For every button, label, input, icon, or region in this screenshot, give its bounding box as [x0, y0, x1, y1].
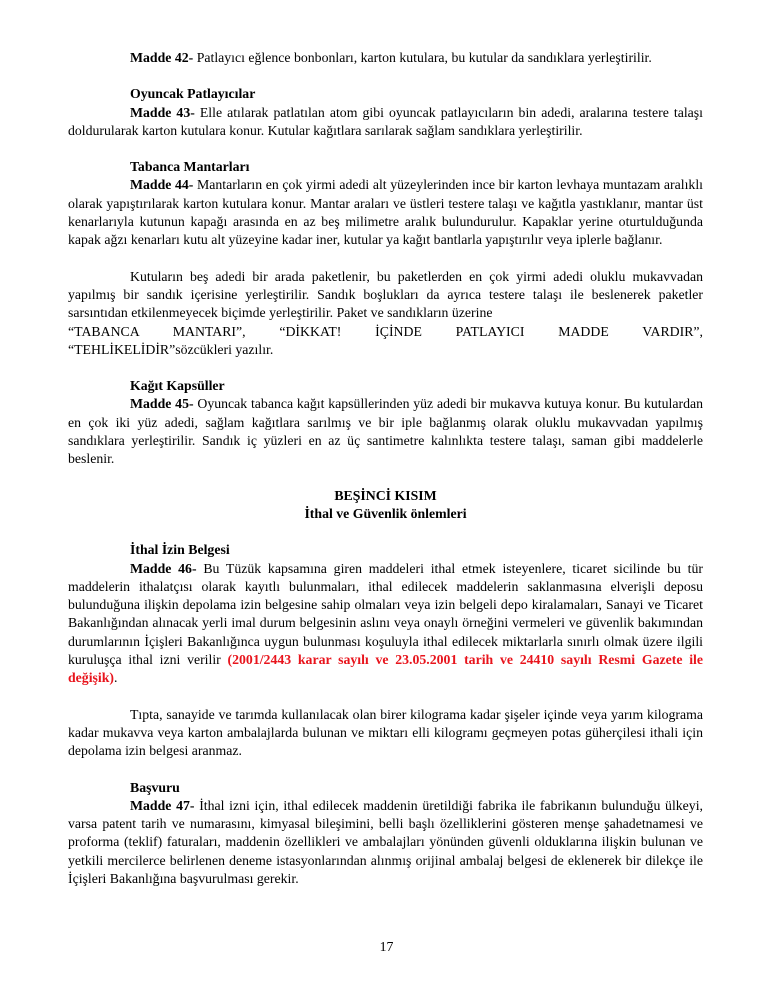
kutular-paragraph — [68, 268, 703, 323]
madde-46-text: Bu Tüzük kapsamına giren maddeleri ithal etmek isteyenlere, ticaret sicilinde bu tür maddelerin ithalatçısı olarak kayıtlı bulunmaları, ithal edilecek maddelerin saklanmasına elverişli deposu bulunduğuna ilişkin depolama izin belgesine sahip olmaları veya izin belgeli depo kiralamaları, Sanayi ve Ticaret Bakanlığından alınacak yerli imal durum belgesinin aslını veya onaylı örneğini vermeleri ve güvenlik bakımından durumlarının İçişleri Bakanlığınca uygun bulunması koşuluyla ithal edilecek miktarlarla sınırlı olmak üzere ilgili kuruluşça ithal izni verilir — [68, 560, 704, 668]
heading-basvuru: Başvuru — [130, 779, 180, 795]
madde-46-tail: . — [114, 670, 118, 686]
heading-kagit-kapsuller: Kağıt Kapsüller — [130, 378, 225, 394]
page-number: 17 — [379, 939, 394, 954]
section-title: BEŞİNCİ KISIM — [334, 487, 437, 503]
madde-43-text: Elle atılarak patlatılan atom gibi oyuncak patlayıcıların bin adedi, aralarına testere talaşı doldurularak karton kutulara konur. Kutular kağıtlara sarılarak sağlam sandıklara yerleştirilir. — [68, 104, 703, 138]
amendment-note: (2001/2443 karar sayılı ve 23.05.2001 tarih ve 24410 sayılı Resmi Gazete ile değişik) — [68, 652, 703, 686]
madde-42-label: Madde 42- — [130, 50, 194, 65]
madde-45-label: Madde 45- — [130, 396, 194, 412]
madde-44-label: Madde 44- — [130, 177, 194, 193]
heading-oyuncak-patlayicilar: Oyuncak Patlayıcılar — [130, 86, 256, 102]
madde-47-text: İthal izni için, ithal edilecek maddenin üretildiği fabrika ile fabrikanın bulunduğu ülkeyi, varsa patent tarih ve numarasını, kimyasal bileşimini, belli başlı özelliklerini gösteren menşe şahadetnamesi ve proforma (teklif) faturaları, maddenin özellikleri ve ambalajları yönünden güvenli olduklarına ilişkin bulunan ve yetkili mercilerce belirlenen deneme istasyonlarından alınmış orijinal ambalaj belgesi de eklenerek bir dilekçe ile İçişleri Bakanlığına başvurulması gerekir. — [68, 797, 703, 886]
madde-46-label: Madde 46- — [130, 560, 197, 576]
kutular-quote-line: “TABANCA MANTARI”, “DİKKAT! İÇİNDE PATLAYICI MADDE VARDIR”, — [68, 323, 703, 339]
madde-47-label: Madde 47- — [130, 797, 195, 813]
section-subtitle: İthal ve Güvenlik önlemleri — [304, 505, 467, 521]
madde-45-text: Oyuncak tabanca kağıt kapsüllerinden yüz adedi bir mukavva kutuya konur. Bu kutulardan en çok iki yüz adedi, sağlam kağıtlara sarılmış ve bir iple bağlanmış olarak oluklu mukavvadan yapılmış sandıklara yerleştirilir. Sandık iç yüzleri en az üç santimetre kalınlıkta testere talaşı, saman gibi maddelerle beslenir. — [68, 396, 703, 467]
madde-44-text: Mantarların en çok yirmi adedi alt yüzeylerinden ince bir karton levhaya muntazam aralıklı olarak yapıştırılarak karton kutulara konur. Mantar araları ve üstleri testere talaşı ve kağıtla yastıklanır, mantar üst kenarlarıyla kutunun kapağı arasında en az beş milimetre aralık bulundurulur. Kapaklar yerine oturtulduğunda kapak ağzı kenarları kutu alt yüzeyine kadar iner, kutular ya kağıt bantlarla yapıştırılır veya iplerle bağlanır. — [68, 177, 704, 248]
document-body — [68, 49, 703, 888]
madde-45-paragraph — [68, 395, 703, 468]
madde-42-paragraph — [68, 49, 703, 67]
heading-tabanca-mantarlari: Tabanca Mantarları — [130, 159, 250, 175]
madde-42-text: Patlayıcı eğlence bonbonları, karton kutulara, bu kutular da sandıklara yerleştirilir. — [196, 50, 652, 65]
heading-ithal-izin-belgesi: İthal İzin Belgesi — [130, 542, 230, 558]
kutular-end-line: “TEHLİKELİDİR”sözcükleri yazılır. — [68, 341, 274, 357]
tipta-paragraph: Tıpta, sanayide ve tarımda kullanılacak olan birer kilograma kadar şişeler içinde veya yarım kilograma kadar mukavva veya karton ambalajlarda bulunan ve miktarı elli kilogramı geçmeyen potas güherçilesi ithali için depolama izin belgesi aranmaz. — [68, 706, 703, 759]
madde-46-paragraph — [68, 560, 703, 688]
madde-44-paragraph — [68, 176, 703, 249]
kutular-text: Kutuların beş adedi bir arada paketlenir, bu paketlerden en çok yirmi adedi oluklu mukavvadan yapılmış bir sandık içerisine yerleştirilir. Sandık boşlukları da ayrıca testere talaşı ile beslenerek paketler sarsıntıdan etkilenmeyecek biçimde yerleştirilir. Paket ve sandıkların üzerine — [68, 268, 703, 321]
madde-43-paragraph — [68, 104, 703, 141]
madde-47-paragraph — [68, 797, 703, 888]
madde-43-label: Madde 43- — [130, 104, 195, 120]
